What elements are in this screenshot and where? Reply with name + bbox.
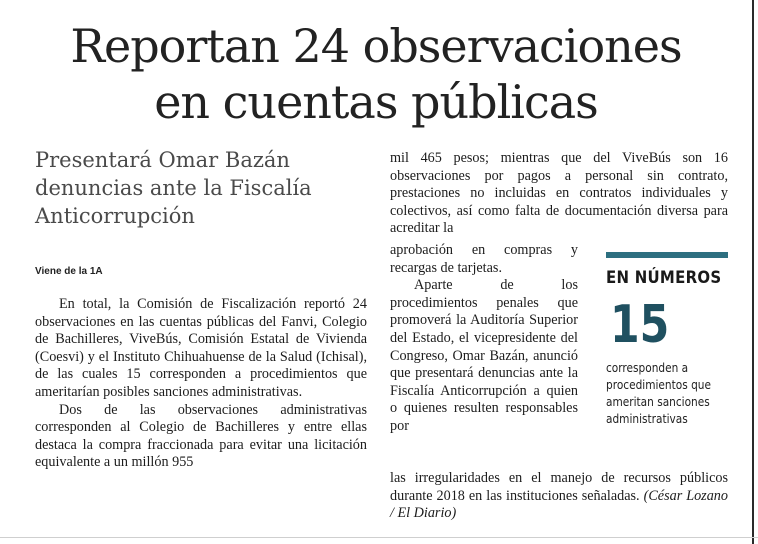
paragraph <box>390 470 728 523</box>
headline <box>0 18 752 130</box>
sidebar-big-number: 15 <box>610 295 670 355</box>
paragraph: aprobación en compras y recargas de tarjetas. <box>390 242 578 276</box>
left-column <box>35 296 367 472</box>
page-bottom-rule <box>0 537 758 538</box>
numbers-sidebar <box>606 252 728 428</box>
right-column-top <box>390 150 728 238</box>
continuation-label: Viene de la 1A <box>35 266 103 277</box>
closing-text: las irregularidades en el manejo de recursos públicos durante 2018 en las instituciones señaladas. <box>390 470 728 504</box>
sidebar-caption: corresponden a procedimientos que ameritan sanciones administrativas <box>606 361 711 426</box>
right-column-bottom <box>390 470 728 523</box>
paragraph: En total, la Comisión de Fiscalización reportó 24 observaciones en las cuentas públicas del Fanvi, Colegio de Bachilleres, ViveBús, Comisión Estatal de Vivienda (Coesvi) y el Instituto Chihuahuense de la Salud (Ichisal), de las cuales 15 corresponden a procedimientos que ameritarían posibles sanciones administrativas. <box>35 296 367 400</box>
column-rule <box>752 0 754 544</box>
headline-line-1: Reportan 24 observaciones <box>70 19 682 73</box>
sidebar-title: EN NÚMEROS <box>606 268 722 288</box>
subheadline: Presentará Omar Bazán denuncias ante la Fiscalía Anticorrupción <box>35 148 312 228</box>
headline-line-2: en cuentas públicas <box>154 75 598 129</box>
paragraph: mil 465 pesos; mientras que del ViveBús son 16 observaciones por pagos a personal sin contrato, prestaciones no incluidas en contratos individuales y colectivos, así como falta de documentación diversa para acreditar la <box>390 150 728 237</box>
sidebar-accent-bar <box>606 252 728 258</box>
paragraph: Aparte de los procedimientos penales que promoverá la Auditoría Superior del Estado, el vicepresidente del Congreso, Omar Bazán, anunció que presentará denuncias ante la Fiscalía Anticorrupción a quien o quienes resulten responsables por <box>390 277 578 434</box>
byline: (César Lozano / El Diario) <box>390 487 728 522</box>
right-column-narrow <box>390 242 578 436</box>
paragraph: Dos de las observaciones administrativas corresponden al Colegio de Bachilleres y entre ellas destaca la compra fraccionada para evitar una licitación equivalente a un millón 955 <box>35 401 367 471</box>
